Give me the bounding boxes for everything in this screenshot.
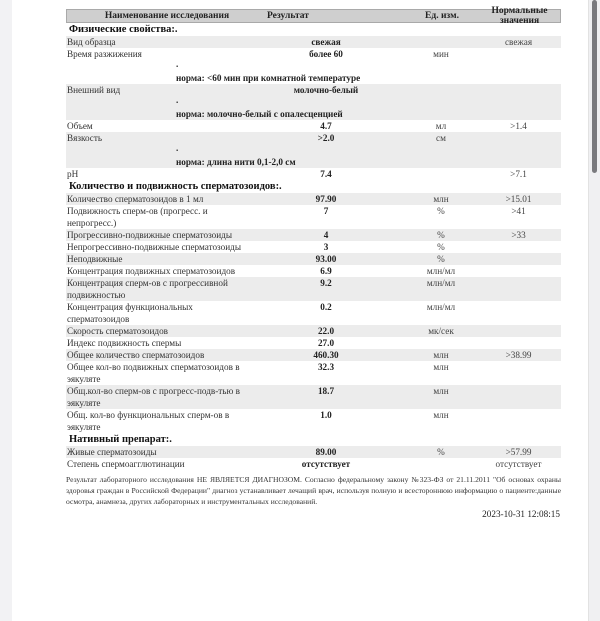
test-name: Общ.кол-во сперм-ов с прогресс-подв-тью в эякуляте <box>67 386 240 408</box>
test-norm: >57.99 <box>505 447 532 457</box>
test-norm: отсутствует <box>495 459 542 469</box>
test-name: Индекс подвижность спермы <box>67 338 182 348</box>
table-row <box>66 84 561 120</box>
table-row <box>66 361 561 385</box>
test-unit: млн <box>433 386 449 396</box>
test-unit: млн <box>433 362 449 372</box>
test-result: 3 <box>323 242 329 252</box>
test-name: Неподвижные <box>67 254 123 264</box>
test-norm <box>476 361 561 385</box>
table-row <box>66 325 561 337</box>
note-text: норма: <60 мин при комнатной температуре <box>176 73 361 83</box>
test-unit: мк/сек <box>428 326 454 336</box>
table-row <box>66 48 561 84</box>
table-row <box>66 241 561 253</box>
test-name: Непрогрессивно-подвижные сперматозоиды <box>67 242 241 252</box>
test-name: Время разжижения <box>67 49 142 59</box>
test-result: 0.2 <box>320 302 332 312</box>
test-result: 97.90 <box>315 194 337 204</box>
reference-note <box>66 144 561 168</box>
table-row <box>66 168 561 180</box>
table-row <box>66 409 561 433</box>
table-body <box>66 23 561 470</box>
test-unit: млн <box>433 194 449 204</box>
test-result: 4.7 <box>320 121 332 131</box>
test-result: 9.2 <box>320 278 332 288</box>
test-unit <box>406 337 476 349</box>
header-norm: Нормальные значения <box>491 6 548 26</box>
reference-note <box>66 96 561 120</box>
test-name: Общее количество сперматозоидов <box>67 350 205 360</box>
test-norm <box>476 385 561 409</box>
test-result: молочно-белый <box>293 85 359 95</box>
test-norm <box>476 409 561 433</box>
test-unit <box>406 458 476 470</box>
test-norm: >1.4 <box>510 121 527 131</box>
disclaimer-text: Результат лабораторного исследования НЕ ЯВЛЯЕТСЯ ДИАГНОЗОМ. Согласно федеральному закону №323-ФЗ от 21.11.2011 "Об основах охраны здоровья граждан в Российской Федерации" диагноз устанавливает лечащий врач, используя полную и всестороннюю информацию о пациенте:данные осмотра, анамнеза, других лабораторных и инструментальных исследований. <box>66 475 561 506</box>
table-row <box>66 253 561 265</box>
lab-report-document <box>66 6 561 519</box>
table-row <box>66 337 561 349</box>
test-unit: % <box>437 230 445 240</box>
header-unit: Ед. изм. <box>425 11 459 21</box>
test-name: Объем <box>67 121 93 131</box>
test-unit: % <box>437 206 445 216</box>
test-norm: >7.1 <box>510 169 527 179</box>
test-unit: млн/мл <box>426 278 456 288</box>
table-row <box>66 36 561 48</box>
test-result: 93.00 <box>315 254 337 264</box>
section-title-physical: Физические свойства:. <box>69 24 178 35</box>
test-norm <box>476 265 561 277</box>
test-name: pH <box>67 169 79 179</box>
test-unit: мин <box>433 49 449 59</box>
test-name: Вязкость <box>67 133 103 143</box>
table-row <box>66 132 561 168</box>
test-norm: >38.99 <box>505 350 532 360</box>
table-row <box>66 301 561 325</box>
test-result: 27.0 <box>317 338 335 348</box>
test-norm: >41 <box>511 206 526 216</box>
test-unit: % <box>437 254 445 264</box>
test-name: Концентрация сперм-ов с прогрессивной подвижностью <box>67 278 228 300</box>
reference-note <box>66 60 561 84</box>
test-name: Количество сперматозоидов в 1 мл <box>67 194 204 204</box>
test-name: Вид образца <box>67 37 116 47</box>
left-margin-strip <box>0 0 12 621</box>
test-result: 18.7 <box>317 386 335 396</box>
header-result: Результат <box>267 11 309 21</box>
test-name: Подвижность сперм-ов (прогресс. и непрогресс.) <box>67 206 208 228</box>
section-title-motility: Количество и подвижность сперматозоидов:. <box>69 181 282 192</box>
test-norm: >15.01 <box>505 194 532 204</box>
test-unit: млн/мл <box>426 302 456 312</box>
table-header <box>66 6 561 26</box>
test-norm: свежая <box>504 37 533 47</box>
test-unit: см <box>436 133 446 143</box>
table-row <box>66 205 561 229</box>
note-bullet: . <box>176 143 179 153</box>
table-row <box>66 446 561 458</box>
test-result: 89.00 <box>315 447 337 457</box>
report-timestamp: 2023-10-31 12:08:15 <box>482 509 560 519</box>
test-name: Внешний вид <box>67 85 121 95</box>
note-bullet: . <box>176 59 179 69</box>
test-name: Общее кол-во подвижных сперматозоидов в эякуляте <box>67 362 240 384</box>
header-name: Наименование исследования <box>104 11 230 21</box>
scrollbar-thumb[interactable] <box>592 0 597 173</box>
test-unit: мл <box>435 121 447 131</box>
test-unit: млн/мл <box>426 266 456 276</box>
test-norm <box>476 84 561 96</box>
test-result: отсутствует <box>301 459 351 469</box>
section-title-native: Нативный препарат:. <box>69 434 172 445</box>
table-row <box>66 265 561 277</box>
test-result: >2.0 <box>317 133 335 143</box>
test-norm <box>476 241 561 253</box>
test-result: более 60 <box>309 49 343 59</box>
test-result: 32.3 <box>317 362 335 372</box>
test-unit <box>406 36 476 48</box>
table-row <box>66 193 561 205</box>
test-result: 7.4 <box>320 169 332 179</box>
test-unit: % <box>437 242 445 252</box>
test-result: свежая <box>311 37 341 47</box>
test-name: Скорость сперматозоидов <box>67 326 169 336</box>
note-text: норма: длина нити 0,1-2,0 см <box>176 157 296 167</box>
test-result: 1.0 <box>320 410 332 420</box>
test-result: 6.9 <box>320 266 332 276</box>
test-norm <box>476 277 561 301</box>
table-row <box>66 120 561 132</box>
test-result: 22.0 <box>317 326 335 336</box>
test-unit: млн <box>433 350 449 360</box>
test-norm: >33 <box>511 230 526 240</box>
note-text: норма: молочно-белый с опалесценцией <box>176 109 343 119</box>
test-norm <box>476 132 561 144</box>
test-norm <box>476 301 561 325</box>
test-name: Концентрация функциональных сперматозоидов <box>67 302 193 324</box>
table-row <box>66 349 561 361</box>
test-unit: % <box>437 447 445 457</box>
test-unit: млн <box>433 410 449 420</box>
note-bullet: . <box>176 95 179 105</box>
test-name: Живые сперматозоиды <box>67 447 157 457</box>
table-row <box>66 229 561 241</box>
test-result: 460.30 <box>313 350 339 360</box>
test-name: Степень спермоагглютинации <box>67 459 185 469</box>
table-row <box>66 277 561 301</box>
table-row <box>66 458 561 470</box>
test-norm <box>476 253 561 265</box>
test-name: Прогрессивно-подвижные сперматозоиды <box>67 230 232 240</box>
table-row <box>66 385 561 409</box>
test-result: 4 <box>323 230 329 240</box>
test-norm <box>476 325 561 337</box>
test-unit <box>406 84 476 96</box>
test-norm <box>476 48 561 60</box>
test-norm <box>476 337 561 349</box>
test-name: Общ. кол-во функциональных сперм-ов в эякуляте <box>67 410 230 432</box>
test-unit <box>406 168 476 180</box>
test-result: 7 <box>323 206 329 216</box>
vertical-scrollbar[interactable] <box>588 0 600 621</box>
test-name: Концентрация подвижных сперматозоидов <box>67 266 236 276</box>
